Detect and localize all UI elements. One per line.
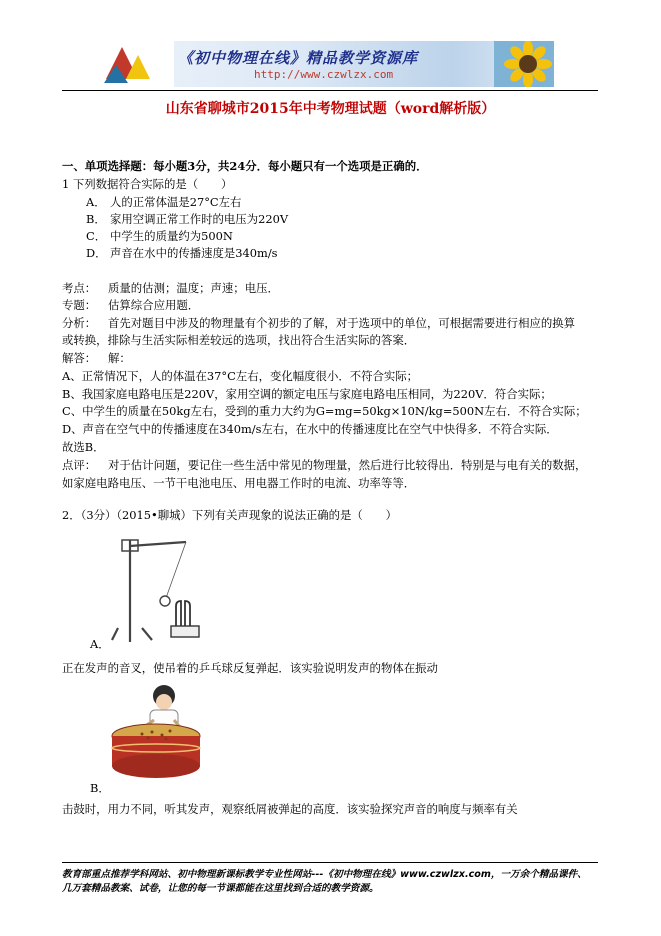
header-rule	[62, 90, 598, 91]
q1-zhuanti: 估算综合应用题．	[108, 298, 200, 312]
q1-answer-c: C、中学生的质量在50kg左右，受到的重力大约为G=mg=50kg×10N/kg=500N左右．不符合实际；	[62, 404, 587, 418]
banner-url: http://www.czwlzx.com	[254, 68, 394, 81]
q2-option-b-text: 击鼓时，用力不同，听其发声，观察纸屑被弹起的高度．该实验探究声音的响度与频率有关	[62, 802, 518, 816]
q1-option-b-text: 家用空调正常工作时的电压为220V	[110, 212, 289, 226]
footer-rule	[62, 862, 598, 863]
q1-fenxi-line2: 或转换，排除与生活实际相差较远的选项，找出符合生活实际的答案．	[62, 333, 416, 347]
q2-stem: 2．（3分）（2015•聊城）下列有关声现象的说法正确的是（ ）	[62, 508, 397, 522]
banner-title: 《初中物理在线》精品教学资源库	[178, 49, 419, 67]
sunflower-icon	[494, 41, 554, 87]
q1-zhuanti-label: 专题：	[62, 298, 97, 312]
q2-option-a-text: 正在发声的音叉，使吊着的乒乓球反复弹起．该实验说明发声的物体在振动	[62, 661, 438, 675]
q1-option-d-text: 声音在水中的传播速度是340m/s	[110, 246, 278, 260]
tuning-fork-pendulum-illustration	[108, 530, 218, 645]
q1-conclusion: 故选B．	[62, 440, 105, 454]
q1-stem: 1 下列数据符合实际的是（ ）	[62, 177, 233, 191]
q1-option-c-text: 中学生的质量约为500N	[110, 229, 233, 243]
q1-option-b-key: B．	[86, 212, 106, 226]
section-heading: 一、单项选择题：每小题3分，共24分．每小题只有一个选项是正确的．	[62, 159, 428, 173]
q1-answer-d: D、声音在空气中的传播速度在340m/s左右，在水中的传播速度比在空气中快得多．不符合实际．	[62, 422, 558, 436]
q2-option-b-label: B．	[90, 781, 110, 795]
q1-dianping-line1: 对于估计问题，要记住一些生活中常见的物理量，然后进行比较得出．特别是与电有关的数据，	[108, 458, 587, 472]
q1-fenxi-line1: 首先对题目中涉及的物理量有个初步的了解，对于选项中的单位，可根据需要进行相应的换算	[108, 316, 576, 330]
q1-kaodian-label: 考点：	[62, 281, 97, 295]
q1-answer-a: A、正常情况下，人的体温在37°C左右，变化幅度很小．不符合实际；	[62, 369, 419, 383]
footer-line1: 教育部重点推荐学科网站、初中物理新课标教学专业性网站---《初中物理在线》www.czwlzx.com，一万余个精品课件、	[62, 869, 587, 880]
q1-option-d-key: D．	[86, 246, 107, 260]
header-banner	[94, 41, 554, 87]
q1-answer-b: B、我国家庭电路电压是220V，家用空调的额定电压与家庭电路电压相同，为220V．符合实际；	[62, 387, 552, 401]
q1-option-a-key: A．	[86, 195, 106, 209]
q1-fenxi-label: 分析：	[62, 316, 97, 330]
q1-dianping-label: 点评：	[62, 458, 97, 472]
q2-option-a-label: A．	[90, 637, 110, 651]
drum-student-illustration	[106, 682, 206, 782]
q1-option-c-key: C．	[86, 229, 107, 243]
q1-jieda-label: 解答：	[62, 351, 97, 365]
q1-kaodian: 质量的估测；温度；声速；电压．	[108, 281, 279, 295]
footer-line2: 几万套精品教案、试卷，让您的每一节课都能在这里找到合适的教学资源。	[62, 883, 379, 894]
document-title: 山东省聊城市2015年中考物理试题（word解析版）	[165, 101, 496, 117]
site-logo-icon	[94, 41, 174, 87]
q1-jieda: 解：	[108, 351, 131, 365]
q1-dianping-line2: 如家庭电路电压、一节干电池电压、用电器工作时的电流、功率等等．	[62, 476, 416, 490]
q1-option-a-text: 人的正常体温是27°C左右	[110, 195, 242, 209]
